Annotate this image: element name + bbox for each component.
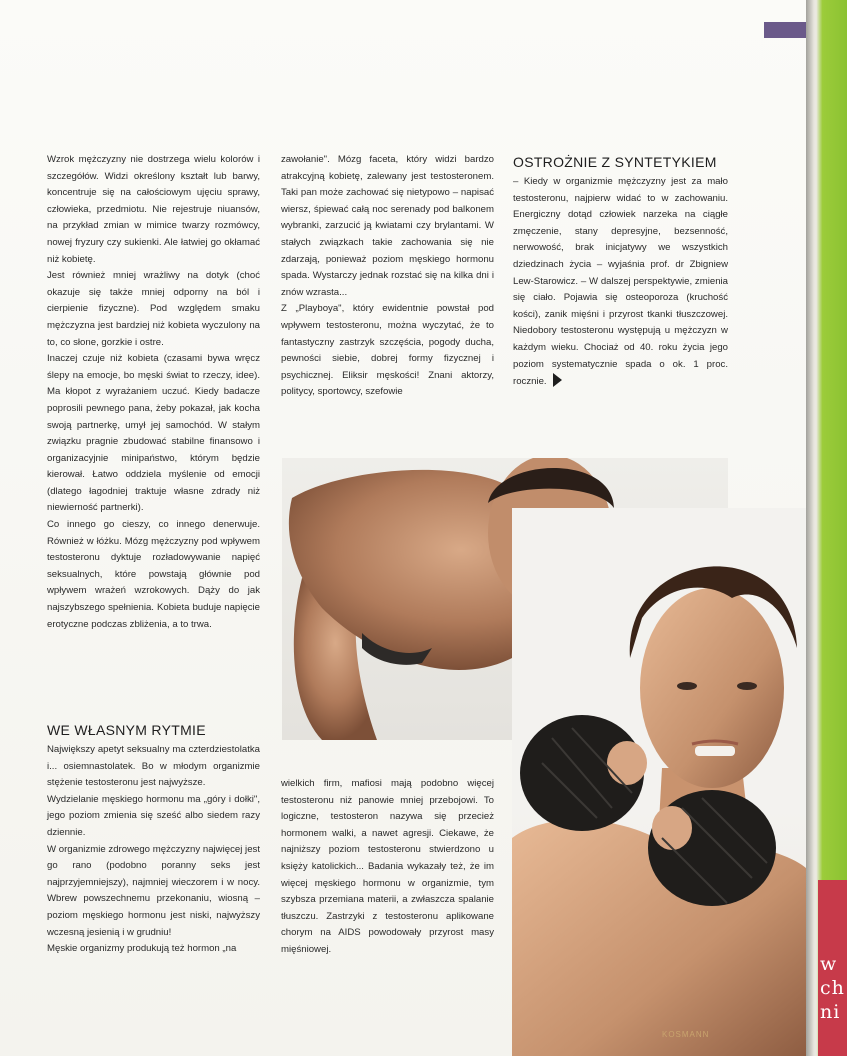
- boxer-illustration: [512, 508, 806, 1056]
- column-2: [281, 152, 494, 401]
- paragraph: wielkich firm, mafiosi mają podobno więcej testosteronu niż panowie mniej przebojowi. To logiczne, testosteron nazywa się przecież hormonem walki, a nawet agresji. Ciekawe, że najniższy poziom testosteronu stwierdzono u księży katolickich... Badania wykazały też, że im więcej męskiego hormonu w organizmie, tym szybsza przemiana materii, a zwłaszcza spalanie tłuszczu. Zastrzyki z testosteronu aplikowane chorym na AIDS powodowały przyrost masy mięśniowej.: [281, 778, 494, 955]
- watermark-logo: KOSMANN: [662, 1030, 710, 1039]
- magazine-gutter: [806, 0, 847, 1056]
- paragraph: [513, 174, 728, 391]
- paragraph: Męskie organizmy produkują też hormon „na: [47, 943, 237, 955]
- left-glove: [520, 715, 647, 831]
- continue-arrow-icon: [553, 373, 562, 387]
- paragraph: Jest również mniej wrażliwy na dotyk (choć okazuje się także mniej odporny na ból i cierpienie fizyczne). Pod względem smaku mężczyzna jest bardziej niż kobieta wyczulony na to, co słone, gorzkie i ostre.: [47, 270, 260, 348]
- paragraph: Wzrok mężczyzny nie dostrzega wielu kolorów i szczegółów. Widzi określony kształt lub barwy, koncentruje się na całościowym ujęciu sprawy, człowieka, przedmiotu. Nie rejestruje niuansów, na przykład zmian w mimice twarzy rozmówcy, nowej fryzury czy sukienki. Ale łatwiej go okłamać niż kobietę.: [47, 154, 260, 265]
- column-2-continued: [281, 776, 494, 959]
- right-glove: [648, 790, 776, 906]
- photo-boxer-man: [512, 508, 806, 1056]
- section-we-wlasnym-rytmie: [47, 720, 260, 958]
- side-tab-text: w ch ni: [820, 953, 845, 1023]
- paragraph: W organizmie zdrowego mężczyzny najwięcej jest go rano (podobno poranny seks jest najprzyjemniejszy), najmniej wieczorem i w nocy. Wbrew powszechnemu przekonaniu, wiosną – poziom męskiego hormonu jest niski, najwyższy wczesną jesienią i w grudniu!: [47, 843, 260, 938]
- paragraph: Wydzielanie męskiego hormonu ma „góry i dołki", jego poziom zmienia się sześć albo siedem razy dziennie.: [47, 793, 260, 838]
- paragraph: Z „Playboya", który ewidentnie powstał pod wpływem testosteronu, można wyczytać, że to fantastyczny zastrzyk szczęścia, pogody ducha, pewności siebie, dobrej formy fizycznej i psychicznej. Eliksir męskości! Znani aktorzy, politycy, sportowcy, szefowie: [281, 303, 494, 398]
- section-heading: WE WŁASNYM RYTMIE: [47, 722, 206, 738]
- corner-color-tab: [764, 22, 806, 38]
- paragraph-text: – Kiedy w organizmie mężczyzny jest za mało testosteronu, najpierw widać to w zachowaniu. Energiczny dotąd człowiek narzeka na ciągłe zmęczenie, stany depresyjne, bezsenność, nerwowość, brak inicjatywy we wszystkich dziedzinach życia – wyjaśnia prof. dr Zbigniew Lew-Starowicz. – W dalszej perspektywie, zmienia się ciało. Pojawia się osteoporoza (kruchość kości), zanik mięśni i przyrost tkanki tłuszczowej. Niedobory testosteronu występują u mężczyzn w każdym wieku. Chociaż od 40. roku życia jego poziom systematycznie spada o ok. 1 proc. rocznie.: [513, 176, 728, 388]
- page-fold-shadow: [806, 0, 814, 1056]
- section-ostroznie-z-syntetykiem: [513, 152, 728, 391]
- paragraph: Inaczej czuje niż kobieta (czasami bywa wręcz ślepy na emocje, bo męski świat to rzeczy, idee). Ma kłopot z wyrażaniem uczuć. Kiedy badacze poprosili pewnego pana, żeby pokazał, jak kocha swoją partnerkę, umył jej samochód. W stałym związku pragnie zbudować stabilne finansowo i organizacyjnie minipaństwo, którym będzie kierował. Łatwo oddziela myślenie od emocji (dlatego łagodniej traktuje własne zdrady niż niewierność partnerki).: [47, 353, 260, 514]
- column-1: [47, 152, 260, 633]
- paragraph: Co innego go cieszy, co innego denerwuje. Również w łóżku. Mózg mężczyzny pod wpływem testosteronu dyktuje rozładowywanie napięć seksualnych, które powstają głównie pod wpływem wrażeń wzrokowych. Dąży do jak najszybszego spełnienia. Kobieta buduje napięcie erotyczne podczas zbliżenia, a to trwa.: [47, 519, 260, 630]
- paragraph: zawołanie". Mózg faceta, który widzi bardzo atrakcyjną kobietę, zalewany jest testosteronem. Taki pan może zachować się nietypowo – napisać wiersz, śpiewać całą noc serenady pod balkonem wybranki, zarzucić ją kwiatami czy brylantami. W stałych związkach takie zachowania się nie zdarzają, ponieważ poziom męskiego hormonu spada. Wystarczy jednak rozstać się na kilka dni i znów wzrasta...: [281, 154, 494, 298]
- section-heading: OSTROŻNIE Z SYNTETYKIEM: [513, 154, 717, 170]
- paragraph: Największy apetyt seksualny ma czterdziestolatka i... osiemnastolatek. Bo w młodym organizmie stężenie testosteronu jest najwyższe.: [47, 744, 260, 789]
